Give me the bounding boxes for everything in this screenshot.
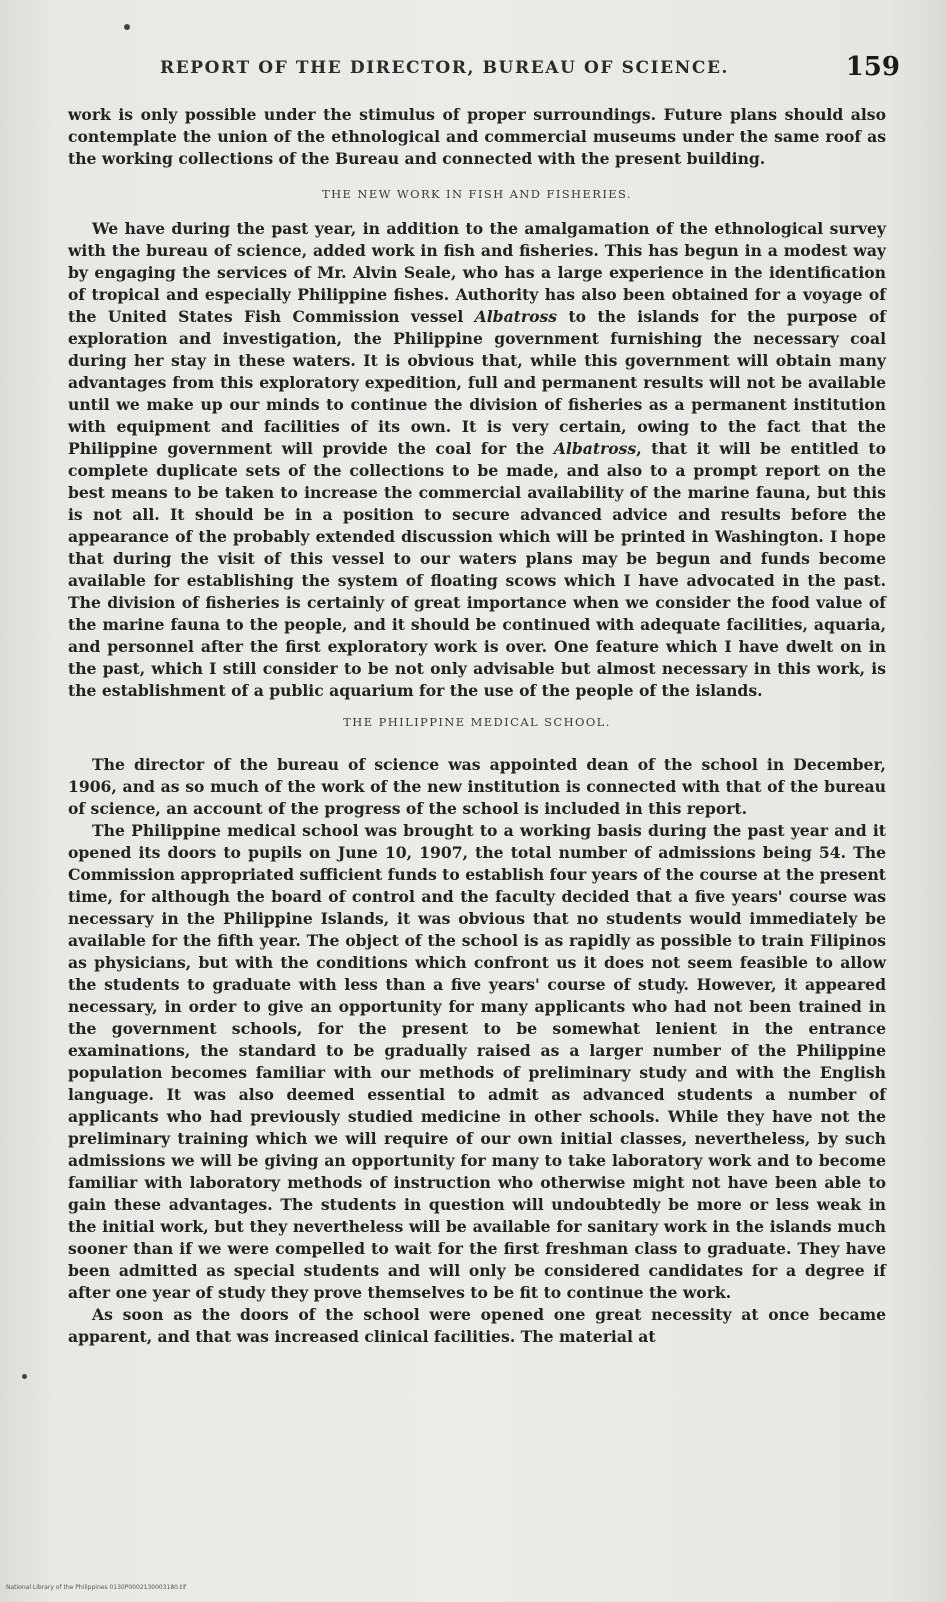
scan-speck <box>124 24 130 30</box>
medical-paragraph-1: The director of the bureau of science was appointed dean of the school in December, 1906, and as so much of the work of the new institution is connected with that of the bureau of science, an account of the progress of the school is included in this report. <box>68 755 886 818</box>
section-heading-fisheries: THE NEW WORK IN FISH AND FISHERIES. <box>322 187 632 201</box>
vessel-name: Albatross <box>474 307 558 326</box>
section-heading-medical: THE PHILIPPINE MEDICAL SCHOOL. <box>343 715 611 729</box>
fisheries-text-part-2: to the islands for the purpose of exploration and investigation, the Philippine government furnishing the necessary coal during her stay in these waters. It is obvious that, while this government will obtain many advantages from this exploratory expedition, full and permanent results will not be available until we make up our minds to continue the division of fisheries as a permanent institution with equipment and facilities of its own. It is very certain, owing to the fact that the Philippine government will provide the coal for the <box>68 307 886 458</box>
scan-footer-note: National Library of the Philippines 0130P0002130003180.tif <box>6 1584 187 1591</box>
medical-paragraph-3: As soon as the doors of the school were opened one great necessity at once became apparent, and that was increased clinical facilities. The material at <box>68 1305 886 1346</box>
intro-paragraph: work is only possible under the stimulus of proper surroundings. Future plans should also contemplate the union of the ethnological and commercial museums under the same roof as the working collections of the Bureau and connected with the present building. <box>68 105 886 168</box>
page-body <box>68 104 886 1348</box>
vessel-name-repeat: Albatross <box>553 439 637 458</box>
running-head: REPORT OF THE DIRECTOR, BUREAU OF SCIENCE. <box>160 58 730 78</box>
fisheries-paragraph <box>68 218 886 702</box>
page-number: 159 <box>845 52 900 82</box>
medical-paragraph-2: The Philippine medical school was brought to a working basis during the past year and it opened its doors to pupils on June 10, 1907, the total number of admissions being 54. The Commission appropriated sufficient funds to establish four years of the course at the present time, for although the board of control and the faculty decided that a five years' course was necessary in the Philippine Islands, it was obvious that no students would immediately be available for the fifth year. The object of the school is as rapidly as possible to train Filipinos as physicians, but with the conditions which confront us it does not seem feasible to allow the students to graduate with less than a five years' course of study. However, it appeared necessary, in order to give an opportunity for many applicants who had not been trained in the government schools, for the present to be somewhat lenient in the entrance examinations, the standard to be gradually raised as a larger number of the Philippine population becomes familiar with our methods of preliminary study and with the English language. It was also deemed essential to admit as advanced students a number of applicants who had previously studied medicine in other schools. While they have not the preliminary training which we will require of our own initial classes, nevertheless, by such admissions we will be giving an opportunity for many to take laboratory work and to become familiar with laboratory methods of instruction who otherwise might not have been able to gain these advantages. The students in question will undoubtedly be more or less weak in the initial work, but they nevertheless will be available for sanitary work in the islands much sooner than if we were compelled to wait for the first freshman class to graduate. They have been admitted as special students and will only be considered candidates for a degree if after one year of study they prove themselves to be fit to continue the work. <box>68 821 887 1302</box>
page-header <box>60 52 900 84</box>
margin-mark <box>22 1374 27 1379</box>
fisheries-text-part-1: We have during the past year, in addition to the amalgamation of the ethnological survey with the bureau of science, added work in fish and fisheries. This has begun in a modest way by engaging the services of Mr. Alvin Seale, who has a large experience in the identification of tropical and especially Philippine fishes. Authority has also been obtained for a voyage of the United States Fish Commission vessel <box>68 219 886 326</box>
fisheries-text-part-3: , that it will be entitled to complete duplicate sets of the collections to be made, and also to a prompt report on the best means to be taken to increase the commercial availability of the marine fauna, but this is not all. It should be in a position to secure advanced advice and results before the appearance of the probably extended discussion which will be printed in Washington. I hope that during the visit of this vessel to our waters plans may be begun and funds become available for establishing the system of floating scows which I have advocated in the past. The division of fisheries is certainly of great importance when we consider the food value of the marine fauna to the people, and it should be continued with adequate facilities, aquaria, and personnel after the first exploratory work is over. One feature which I have dwelt on in the past, which I still consider to be not only advisable but almost necessary in this work, is the establishment of a public aquarium for the use of the people of the islands. <box>68 439 886 700</box>
